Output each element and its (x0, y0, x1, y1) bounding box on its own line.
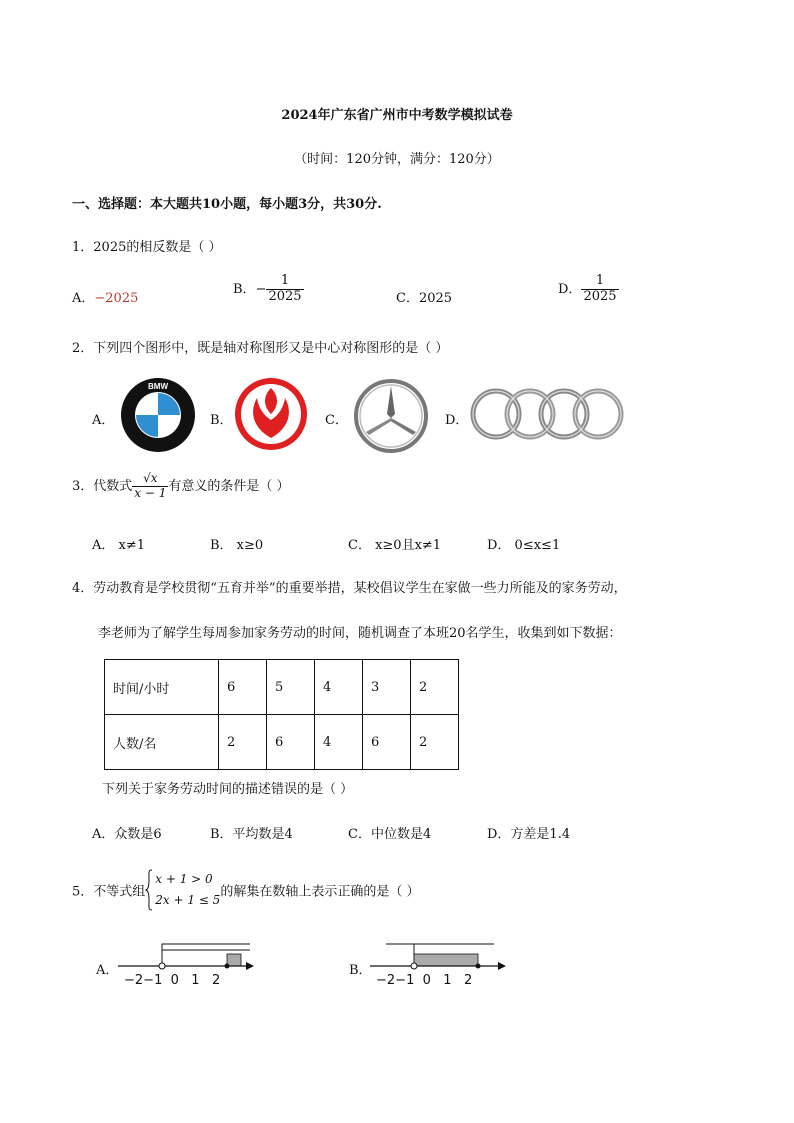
q5-stem-prefix: 5．不等式组 (72, 884, 146, 900)
table-cell: 2 (411, 715, 459, 770)
q4-stem-line2: 李老师为了解学生每周参加家务劳动的时间，随机调查了本班20名学生，收集到如下数据： (98, 626, 622, 641)
inequality-line-2: 2x + 1 ≤ 5 (155, 893, 221, 907)
table-cell: 4 (315, 715, 363, 770)
q3-stem-suffix: 有意义的条件是（ ） (168, 478, 290, 494)
q2-option-b-label: B． (210, 413, 233, 428)
brace-icon (145, 869, 153, 911)
table-cell: 6 (363, 715, 411, 770)
q2-option-c-label: C． (325, 413, 348, 428)
table-cell: 4 (315, 660, 363, 715)
q2-stem: 2．下列四个图形中，既是轴对称图形又是中心对称图形的是（ ） (72, 341, 449, 356)
inequality-line-1: x + 1 > 0 (155, 872, 213, 886)
tick-label: 1 (191, 973, 200, 988)
q3-stem-prefix: 3．代数式 (72, 478, 133, 494)
bmw-logo-icon (120, 377, 196, 453)
q4-option-d: D．方差是1.4 (487, 827, 571, 842)
q1-d-denominator: 2025 (583, 288, 617, 304)
tick-label: 2 (211, 973, 221, 988)
table-row (105, 715, 459, 770)
mercedes-logo-icon (352, 378, 430, 454)
q4-option-a: A．众数是6 (92, 827, 162, 842)
table-cell: 5 (267, 660, 315, 715)
table-cell: 6 (219, 660, 267, 715)
q1-option-b (233, 274, 304, 305)
q1-option-c (396, 287, 452, 306)
bmw-logo-lettering: BMW (148, 382, 168, 391)
q5-stem-suffix: 的解集在数轴上表示正确的是（ ） (220, 884, 420, 900)
q1-stem: 1．2025的相反数是（ ） (72, 240, 222, 255)
tick-label: −1 (143, 973, 163, 988)
section-heading: 一、选择题：本大题共10小题，每小题3分，共30分. (72, 197, 382, 212)
q3-fraction-numerator: √x (132, 472, 168, 487)
table-row-header: 人数/名 (105, 715, 219, 770)
q1-d-numerator: 1 (581, 274, 618, 290)
number-line-a-ticks (124, 973, 220, 988)
table-cell: 6 (267, 715, 315, 770)
q1-option-b-sign: − (255, 281, 267, 297)
tick-label: −1 (395, 973, 415, 988)
tick-label: 0 (422, 973, 431, 988)
tick-label: 2 (463, 973, 473, 988)
q4-question: 下列关于家务劳动时间的描述错误的是（ ） (102, 782, 354, 797)
tick-label: −2 (376, 973, 396, 988)
q1-option-a-label: A． (72, 291, 95, 306)
tick-label: 0 (170, 973, 179, 988)
q1-option-d-label: D． (558, 281, 582, 297)
q5-option-b-label: B． (349, 963, 372, 978)
inequality-system (145, 869, 220, 911)
number-line-b-ticks (376, 973, 472, 988)
q4-option-c: C．中位数是4 (348, 827, 432, 842)
audi-rings-logo-icon (468, 386, 626, 442)
table-row-header: 时间/小时 (105, 660, 219, 715)
q3-stem (72, 472, 290, 501)
q4-stem-line1: 4．劳动教育是学校贯彻“五育并举”的重要举措，某校倡议学生在家做一些力所能及的家务劳动， (72, 581, 627, 596)
q1-option-d (558, 274, 619, 305)
q3-option-b: B． x≥0 (210, 538, 264, 553)
q1-option-c-value: 2025 (418, 291, 453, 306)
q3-option-d: D． 0≤x≤1 (487, 538, 561, 553)
q1-option-c-label: C． (396, 291, 419, 306)
q2-option-d-label: D． (445, 413, 469, 428)
q1-b-denominator: 2025 (268, 288, 302, 304)
q3-fraction-denominator: x − 1 (134, 485, 167, 500)
q3-option-a: A． x≠1 (92, 538, 146, 553)
q1-b-numerator: 1 (266, 274, 303, 290)
dongfeng-logo-icon (233, 376, 309, 452)
q1-option-b-label: B． (233, 281, 256, 297)
q2-option-a-label: A． (92, 413, 115, 428)
tick-label: 1 (443, 973, 452, 988)
page-title: 2024年广东省广州市中考数学模拟试卷 (281, 108, 513, 123)
q3-option-c: C． x≥0且x≠1 (348, 538, 442, 553)
table-cell: 2 (219, 715, 267, 770)
q1-option-a (72, 287, 138, 306)
table-row (105, 660, 459, 715)
q5-stem (72, 869, 419, 911)
q1-option-a-value: −2025 (94, 291, 139, 306)
exam-subtitle: （时间：120分钟，满分：120分） (294, 152, 500, 167)
q5-option-a-label: A． (96, 963, 119, 978)
table-cell: 3 (363, 660, 411, 715)
tick-label: −2 (124, 973, 144, 988)
q4-option-b: B．平均数是4 (210, 827, 293, 842)
table-cell: 2 (411, 660, 459, 715)
data-table (104, 659, 459, 770)
